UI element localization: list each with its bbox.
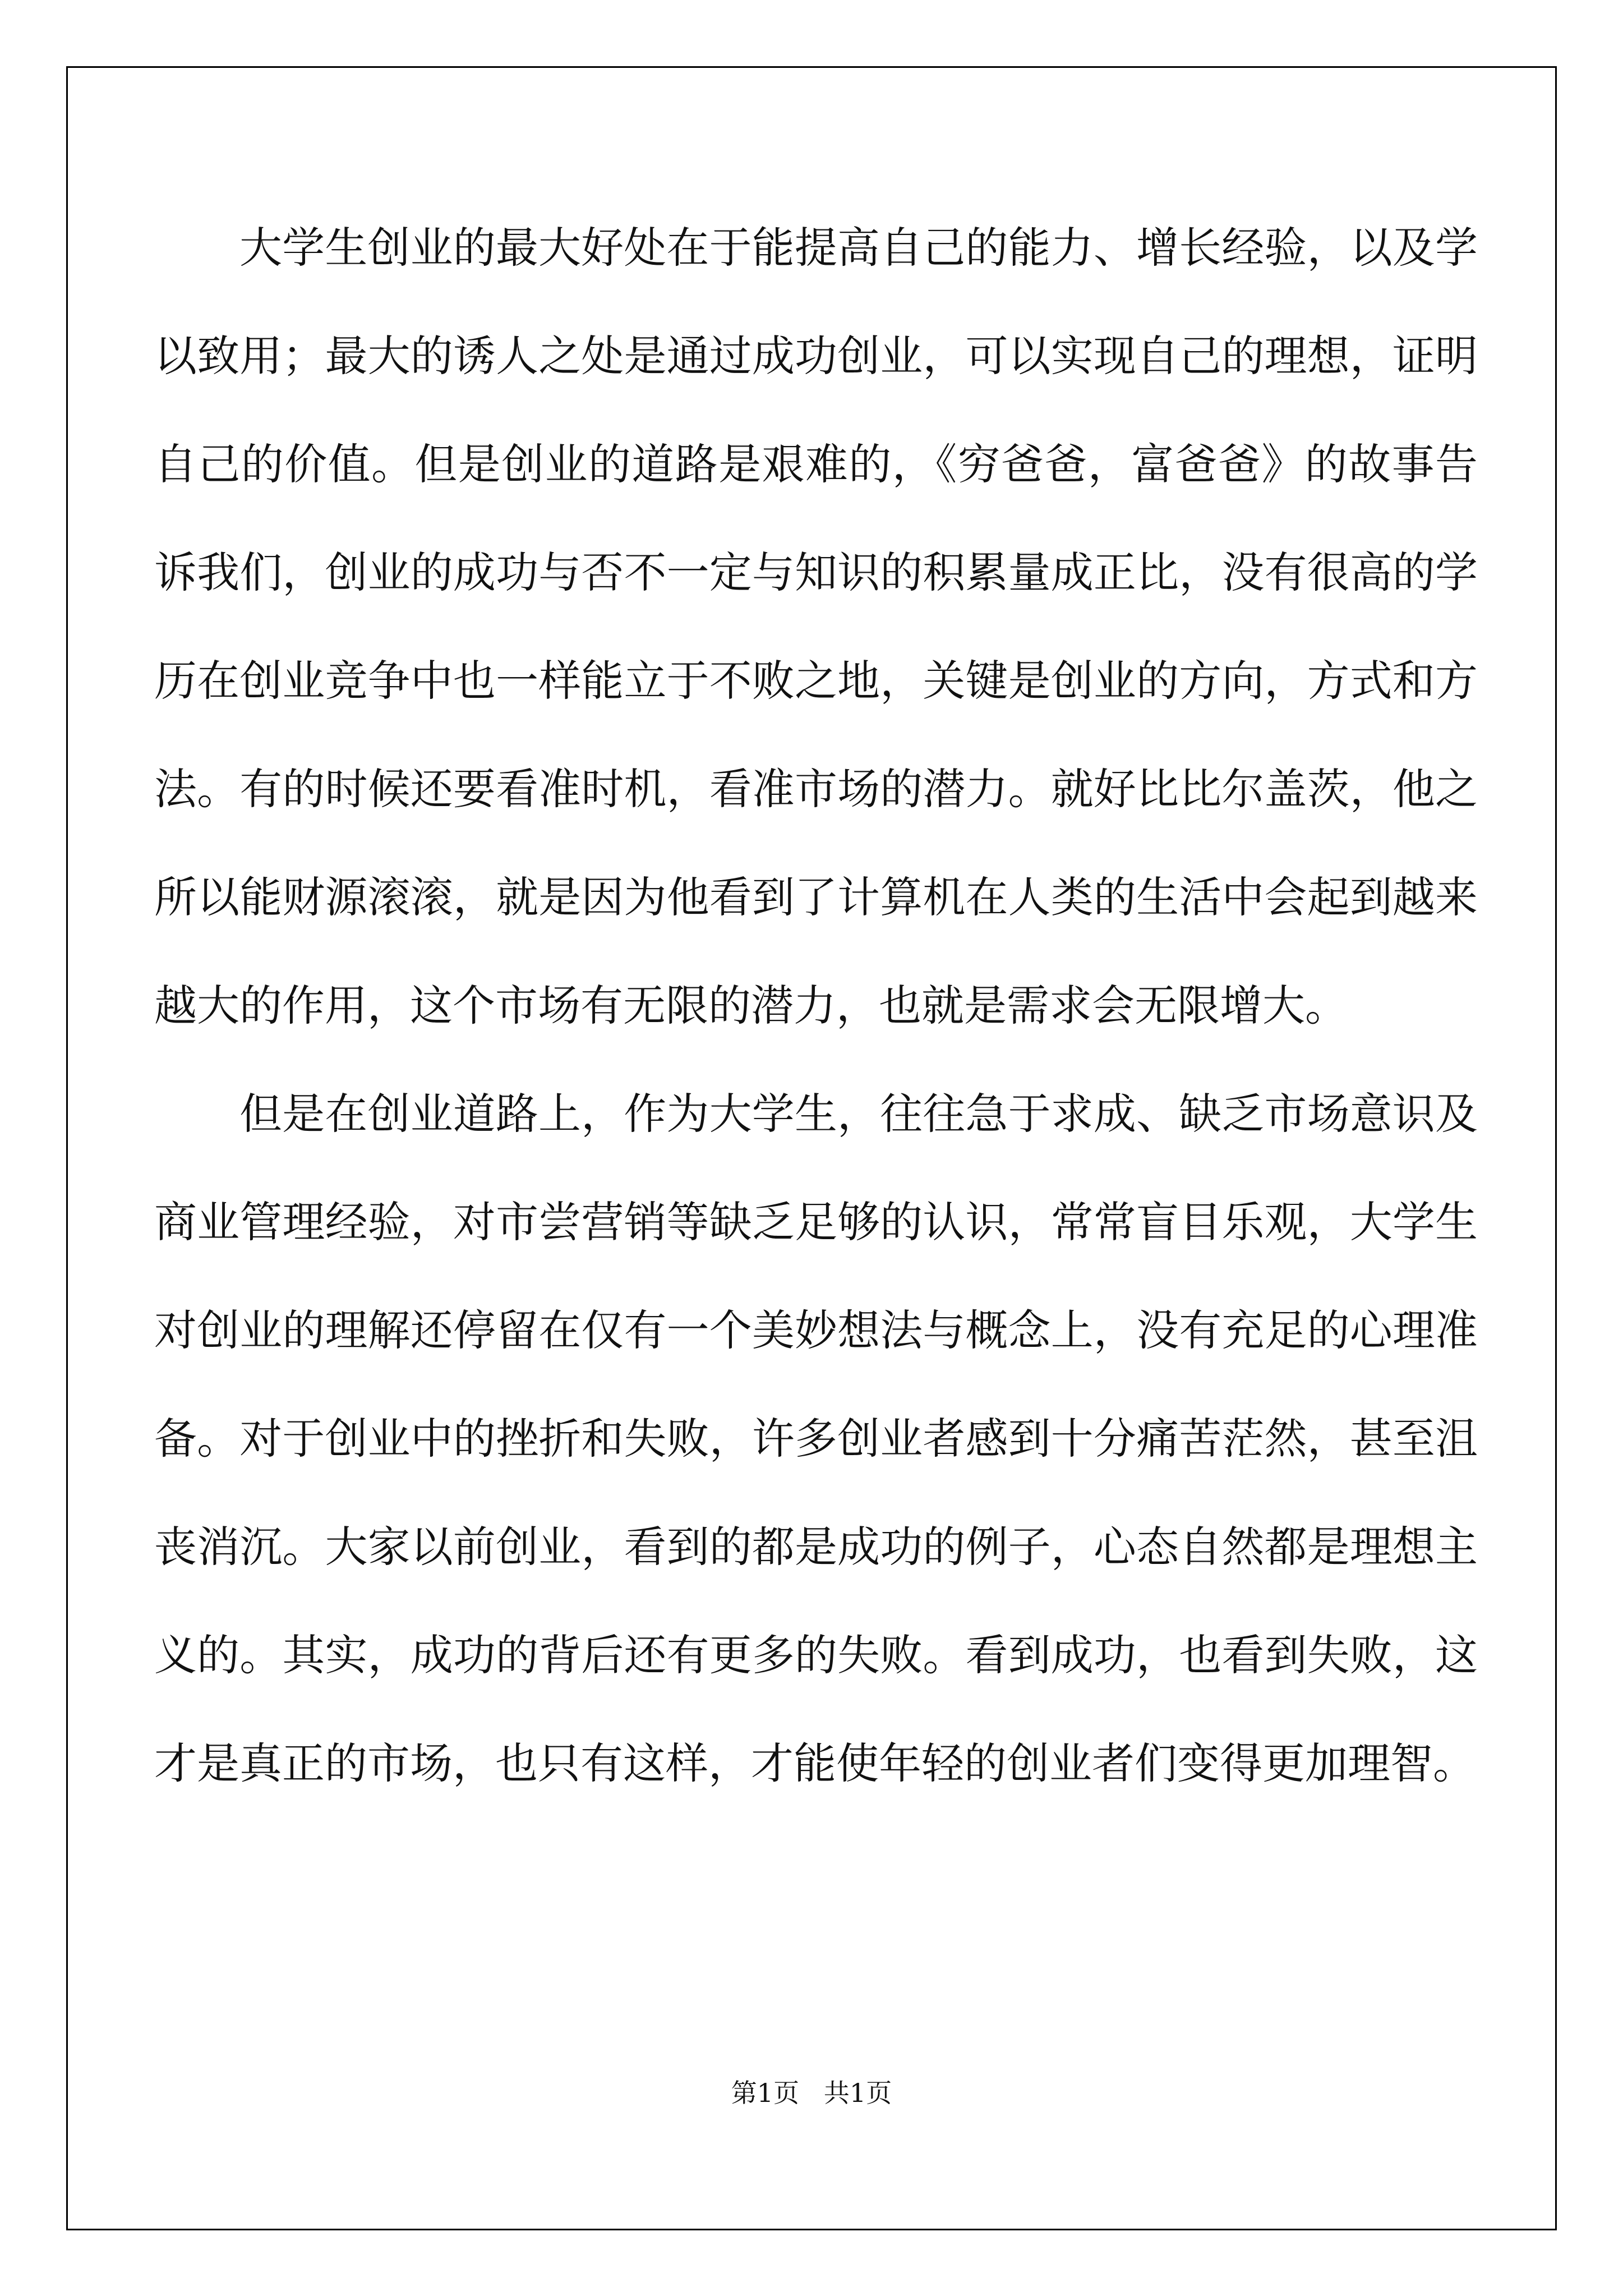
paragraph-2: 但是在创业道路上，作为大学生，往往急于求成、缺乏市场意识及商业管理经验，对市尝营销等缺乏足够的认识，常常盲目乐观，大学生对创业的理解还停留在仅有一个美妙想法与概念上，没有充足的心理准备。对于创业中的挫折和失败，许多创业者感到十分痛苦茫然，甚至沮丧消沉。大家以前创业，看到的都是成功的例子，心态自然都是理想主义的。其实，成功的背后还有更多的失败。看到成功，也看到失败，这才是真正的市场，也只有这样，才能使年轻的创业者们变得更加理智。 — [154, 1089, 1478, 1788]
document-body — [154, 194, 1478, 1818]
paragraph-1: 大学生创业的最大好处在于能提高自己的能力、增长经验，以及学以致用；最大的诱人之处是通过成功创业，可以实现自己的理想，证明自己的价值。但是创业的道路是艰难的，《穷爸爸，富爸爸》的故事告诉我们，创业的成功与否不一定与知识的积累量成正比，没有很高的学历在创业竞争中也一样能立于不败之地，关键是创业的方向，方式和方法。有的时候还要看准时机，看准市场的潜力。就好比比尔盖茨，他之所以能财源滚滚，就是因为他看到了计算机在人类的生活中会起到越来越大的作用，这个市场有无限的潜力，也就是需求会无限增大。 — [154, 223, 1478, 1030]
page-number-footer: 第1页 共1页 — [731, 2078, 892, 2108]
